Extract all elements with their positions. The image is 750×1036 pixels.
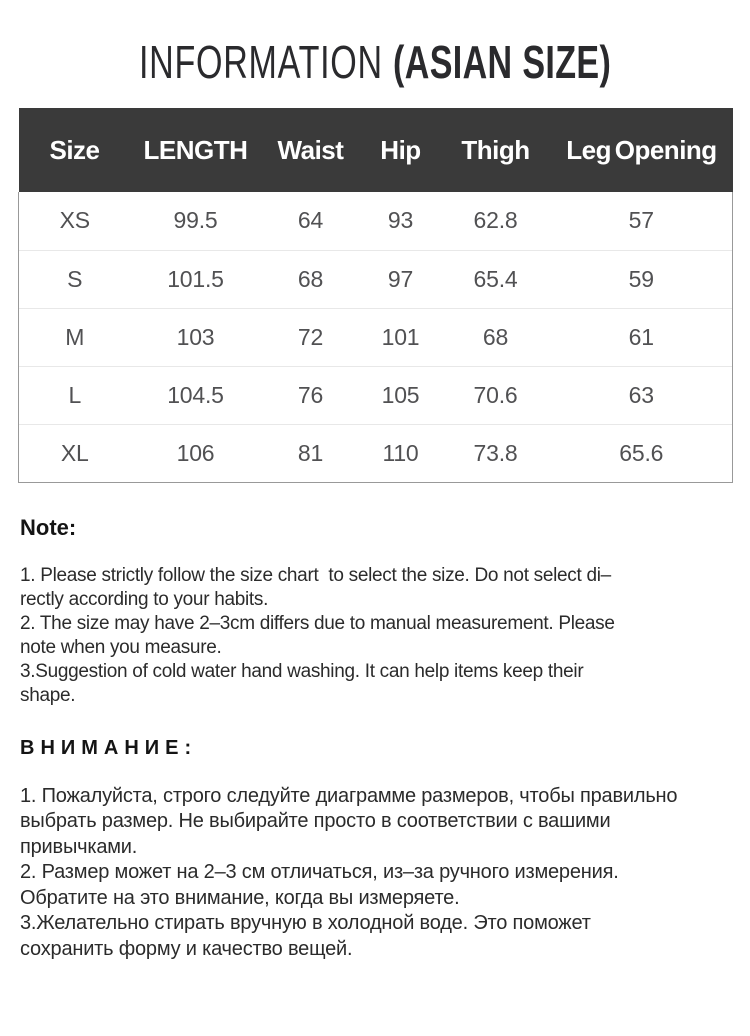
column-header-size: Size xyxy=(19,108,131,192)
table-cell-hip: 101 xyxy=(361,308,441,366)
title-regular: INFORMATION xyxy=(138,36,393,88)
size-chart-table xyxy=(18,108,733,483)
table-cell-thigh: 70.6 xyxy=(441,366,551,424)
table-cell-leg-opening: 57 xyxy=(551,192,733,250)
table-cell-thigh: 65.4 xyxy=(441,250,551,308)
note-heading: Note: xyxy=(20,514,77,540)
table-cell-waist: 68 xyxy=(261,250,361,308)
table-cell-length: 104.5 xyxy=(131,366,261,424)
table-cell-hip: 93 xyxy=(387,207,414,234)
size-information-page xyxy=(0,36,750,1036)
size-label: XS xyxy=(19,192,131,250)
table-row-xs xyxy=(19,192,733,250)
size-label: XL xyxy=(19,424,131,482)
attention-text xyxy=(20,784,750,963)
page-title-text xyxy=(139,36,611,88)
note-line: 2. The size may have 2–3cm differs due to manual measurement. Please xyxy=(20,612,615,634)
note-line: rectly according to your habits. xyxy=(20,588,269,610)
title-bold: (ASIAN SIZE) xyxy=(392,36,612,88)
attention-line: 1. Пожалуйста, строго следуйте диаграмме размеров, чтобы правильно xyxy=(20,784,678,807)
attention-line: Обратите на это внимание, когда вы измеряете. xyxy=(20,886,460,909)
column-header-hip: Hip xyxy=(361,108,441,192)
table-cell-leg-opening: 59 xyxy=(551,250,733,308)
column-header-waist: Waist xyxy=(261,108,361,192)
table-cell-hip: 110 xyxy=(361,424,441,482)
size-label: S xyxy=(19,250,131,308)
attention-line: выбрать размер. Не выбирайте просто в соответствии с вашими xyxy=(20,810,611,832)
table-cell-hip: 97 xyxy=(361,250,441,308)
table-cell-waist: 64 xyxy=(297,207,324,234)
attention-line: сохранить форму и качество вещей. xyxy=(20,937,353,960)
table-cell-waist: 72 xyxy=(261,308,361,366)
note-line: 3.Suggestion of cold water hand washing. It can help items keep their xyxy=(20,660,584,682)
table-header-row xyxy=(19,108,733,192)
attention-line: 3.Желательно стирать вручную в холодной воде. Это поможет xyxy=(20,912,591,934)
table-row-l xyxy=(19,366,733,424)
table-cell-waist: 76 xyxy=(261,366,361,424)
size-label: L xyxy=(19,366,131,424)
table-cell-thigh: 68 xyxy=(441,308,551,366)
table-cell-waist: 81 xyxy=(261,424,361,482)
attention-line: привычками. xyxy=(20,835,138,858)
table-cell-thigh: 73.8 xyxy=(441,424,551,482)
page-title xyxy=(0,36,750,88)
column-header-leg-opening: Leg Opening xyxy=(551,108,733,192)
attention-line: 2. Размер может на 2–3 см отличаться, из–за ручного измерения. xyxy=(20,861,619,883)
note-line: shape. xyxy=(20,684,76,706)
table-cell-hip: 105 xyxy=(361,366,441,424)
note-text xyxy=(20,564,750,708)
size-label: M xyxy=(19,308,131,366)
attention-heading: ВНИМАНИЕ: xyxy=(20,736,198,759)
table-cell-length: 99.5 xyxy=(173,207,218,234)
table-cell-length: 101.5 xyxy=(131,250,261,308)
table-cell-leg-opening: 63 xyxy=(551,366,733,424)
note-line: 1. Please strictly follow the size chart to select the size. Do not select di– xyxy=(20,564,611,586)
table-row-s xyxy=(19,250,733,308)
table-cell-leg-opening: 65.6 xyxy=(551,424,733,482)
column-header-length: LENGTH xyxy=(131,108,261,192)
table-row-m xyxy=(19,308,733,366)
table-cell-leg-opening: 61 xyxy=(551,308,733,366)
table-cell-length: 103 xyxy=(131,308,261,366)
table-cell-thigh: 62.8 xyxy=(473,207,518,234)
column-header-thigh: Thigh xyxy=(441,108,551,192)
note-line: note when you measure. xyxy=(20,636,222,658)
table-cell-length: 106 xyxy=(131,424,261,482)
table-row-xl xyxy=(19,424,733,482)
